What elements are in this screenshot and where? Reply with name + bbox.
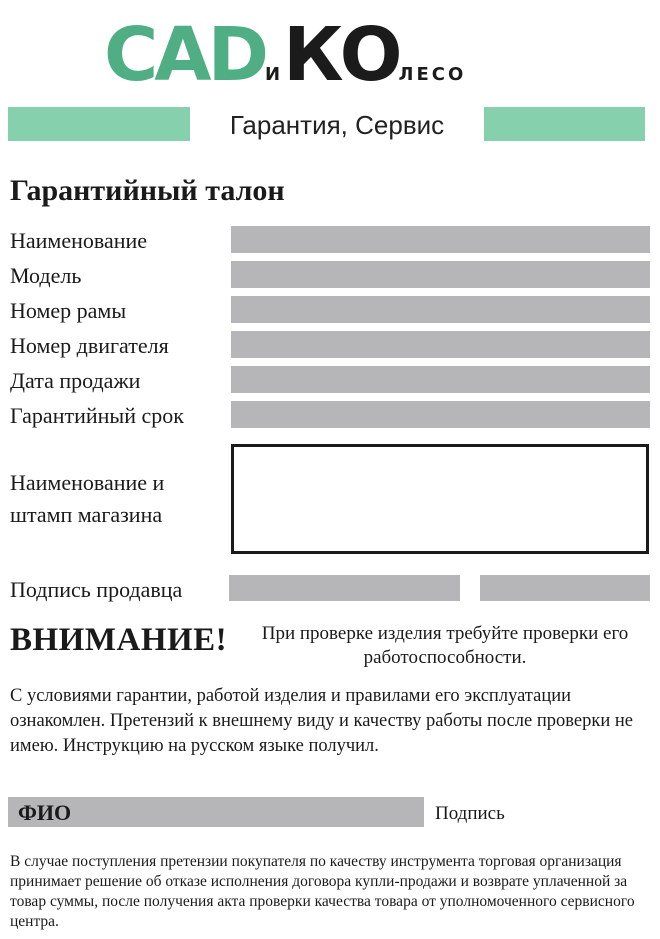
field-label-engine-number: Номер двигателя xyxy=(10,333,169,358)
seller-signature-label: Подпись продавца xyxy=(10,577,183,602)
logo-small-2: ЛЕСО xyxy=(398,64,467,85)
attention-heading: ВНИМАНИЕ! xyxy=(10,622,228,658)
seller-name-field[interactable] xyxy=(229,575,460,601)
header-title: Гарантия, Сервис xyxy=(229,110,445,140)
field-frame-number[interactable] xyxy=(231,296,650,323)
brand-logo xyxy=(104,12,564,98)
field-label-model: Модель xyxy=(10,263,82,288)
field-label-frame-number: Номер рамы xyxy=(10,298,127,323)
customer-name-label: ФИО xyxy=(18,800,72,825)
logo-part-2: КО xyxy=(283,12,399,98)
stamp-label-line-2: штамп магазина xyxy=(10,502,163,527)
logo-small-1: И xyxy=(265,64,284,85)
stamp-label-line-1: Наименование и xyxy=(10,470,165,495)
field-label-sale-date: Дата продажи xyxy=(10,368,141,393)
field-sale-date[interactable] xyxy=(231,366,650,393)
store-stamp-box[interactable] xyxy=(231,444,649,554)
header-band-right xyxy=(484,107,645,141)
warranty-card-title: Гарантийный талон xyxy=(10,174,285,207)
field-label-name: Наименование xyxy=(10,228,148,253)
logo-part-1: САD xyxy=(104,12,266,98)
field-warranty-period[interactable] xyxy=(231,401,650,428)
customer-signature-label: Подпись xyxy=(435,803,505,824)
seller-signature-field[interactable] xyxy=(480,575,650,601)
agreement-paragraph: С условиями гарантии, работой изделия и правилами его эксплуатации ознакомлен. Претензий к внешнему виду и качеству работы после проверки не имею. Инструкцию на русском языке получил. xyxy=(10,686,633,756)
field-label-warranty-period: Гарантийный срок xyxy=(10,403,184,428)
attention-text: При проверке изделия требуйте проверки его работоспособности. xyxy=(261,623,629,668)
field-model[interactable] xyxy=(231,261,650,288)
header-band-left xyxy=(8,107,190,141)
field-name[interactable] xyxy=(231,226,650,253)
footer-note: В случае поступления претензии покупателя по качеству инструмента торговая организация принимает решение об отказе исполнения договора купли-продажи и возврате уплаченной за товар суммы, после получения акта проверки качества товара от уполномоченного сервисного центра. xyxy=(10,853,635,930)
field-engine-number[interactable] xyxy=(231,331,650,358)
